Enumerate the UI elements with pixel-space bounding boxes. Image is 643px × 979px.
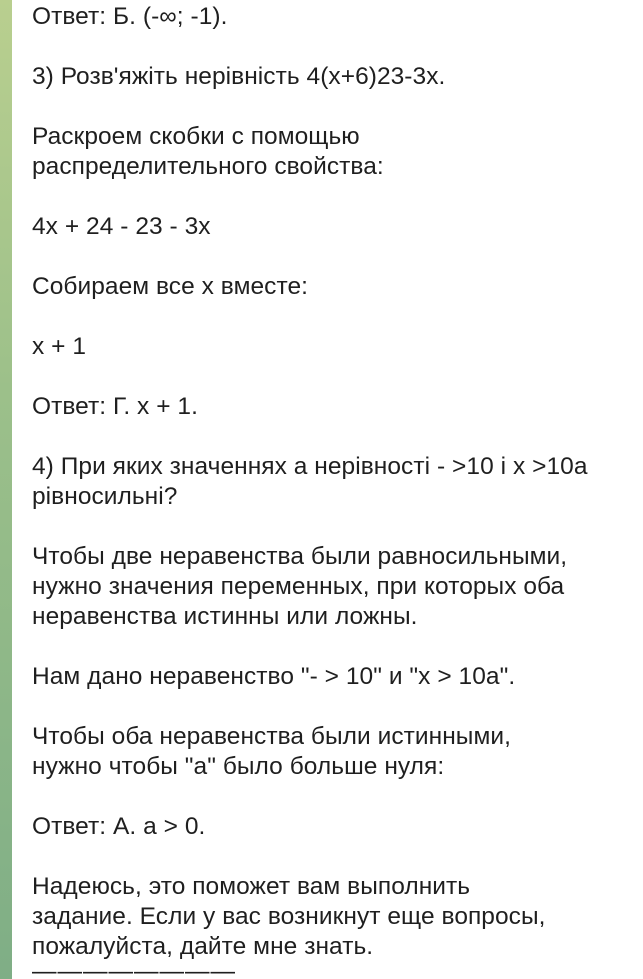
equivalence-explanation-text: Чтобы две неравенства были равносильными, нужно значения переменных, при которых оба неравенства истинны или ложны.	[32, 543, 568, 630]
answer-a-text: Ответ: А. a > 0.	[32, 813, 206, 840]
answer-b-text: Ответ: Б. (-∞; -1).	[32, 3, 228, 30]
separator-line: ————————	[32, 962, 236, 979]
question-4-text: 4) При яких значеннях а нерівності - >10 і x >10a рівносильні?	[32, 453, 588, 510]
answer-g-text: Ответ: Г. x + 1.	[32, 393, 198, 420]
condition-text: Чтобы оба неравенства были истинными, нужно чтобы "a" было больше нуля:	[32, 723, 511, 780]
message-bubble	[12, 0, 643, 979]
question-3-text: 3) Розв'яжіть нерівність 4(x+6)23-3x.	[32, 63, 446, 90]
expression-text: 4x + 24 - 23 - 3x	[32, 213, 211, 240]
closing-text: Надеюсь, это поможет вам выполнить задание. Если у вас возникнут еще вопросы, пожалуйста, дайте мне знать.	[32, 873, 546, 960]
given-inequalities-text: Нам дано неравенство "- > 10" и "x > 10a".	[32, 663, 516, 690]
result-expression-text: x + 1	[32, 333, 87, 360]
collect-x-text: Собираем все x вместе:	[32, 273, 308, 300]
expand-brackets-text: Раскроем скобки с помощью распределительного свойства:	[32, 123, 384, 180]
